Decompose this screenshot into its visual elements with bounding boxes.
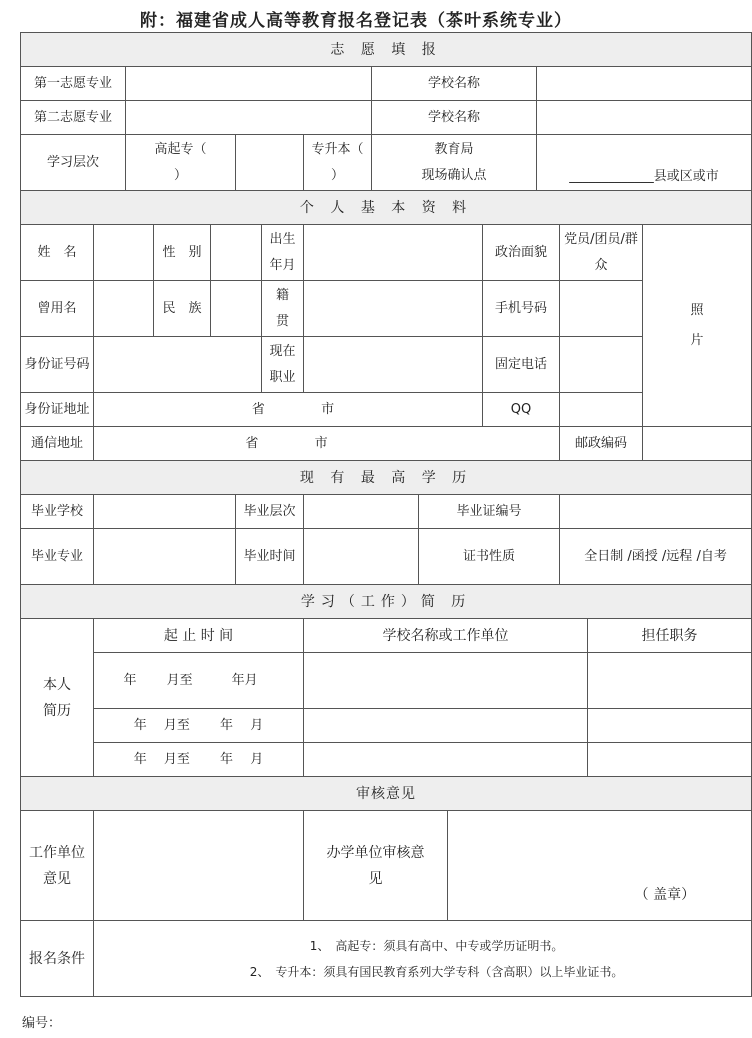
resume-period-1[interactable] — [94, 653, 304, 709]
requirement-1: 1、 高起专：须具有高中、中专或学历证明书。 — [309, 938, 564, 953]
section-volunteer: 志 愿 填 报 — [21, 33, 752, 67]
occupation-field[interactable] — [304, 337, 483, 393]
seal-text: （ 盖章） — [634, 887, 696, 903]
former-name-label: 曾用名 — [21, 281, 94, 337]
landline-field[interactable] — [560, 337, 643, 393]
ethnicity-label: 民 族 — [154, 281, 211, 337]
id-number-label: 身份证号码 — [21, 337, 94, 393]
county-field[interactable]: _____________县或区或市 — [537, 135, 752, 191]
second-major-label: 第二志愿专业 — [21, 101, 126, 135]
period-header: 起 止 时 间 — [94, 619, 304, 653]
first-major-field[interactable] — [126, 67, 372, 101]
former-name-field[interactable] — [94, 281, 154, 337]
study-level-label: 学习层次 — [21, 135, 126, 191]
requirement-2: 2、 专升本：须具有国民教育系列大学专科（含高职）以上毕业证书。 — [249, 964, 624, 979]
occupation-label: 现在职业 — [262, 337, 304, 393]
politics-options: 党员/团员/群众 — [560, 225, 643, 281]
second-major-field[interactable] — [126, 101, 372, 135]
qq-field[interactable] — [560, 393, 643, 427]
birth-label: 出生年月 — [262, 225, 304, 281]
mobile-field[interactable] — [560, 281, 643, 337]
cert-type-label: 证书性质 — [419, 529, 560, 585]
grad-time-label: 毕业时间 — [236, 529, 304, 585]
postcode-label: 邮政编码 — [560, 427, 643, 461]
school-name-field-2[interactable] — [537, 101, 752, 135]
landline-label: 固定电话 — [483, 337, 560, 393]
native-place-text: 籍贯 — [275, 287, 289, 329]
unit-header: 学校名称或工作单位 — [304, 619, 588, 653]
school-name-label-2: 学校名称 — [372, 101, 537, 135]
photo-label: 照片 — [690, 302, 704, 348]
form-title: 附：福建省成人高等教育报名登记表（茶叶系统专业） — [140, 11, 572, 31]
id-address-province: 省 — [251, 401, 265, 417]
requirements-list — [94, 921, 752, 997]
id-address-city: 市 — [321, 401, 335, 417]
cert-no-field[interactable] — [560, 495, 752, 529]
registration-form — [20, 32, 752, 997]
cert-no-label: 毕业证编号 — [419, 495, 560, 529]
zhuanshen-close: ） — [330, 167, 344, 183]
resume-unit-1[interactable] — [304, 653, 588, 709]
school-review-field[interactable] — [448, 811, 752, 921]
section-personal: 个 人 基 本 资 料 — [21, 191, 752, 225]
postcode-field[interactable] — [643, 427, 752, 461]
gender-field[interactable] — [211, 225, 262, 281]
confirm-site-text: 现场确认点 — [421, 167, 487, 183]
gaoqi-option[interactable] — [126, 135, 236, 191]
gender-label: 性 别 — [154, 225, 211, 281]
serial-number-label: 编号： — [22, 1016, 62, 1031]
name-label: 姓 名 — [21, 225, 94, 281]
id-address-label: 身份证地址 — [21, 393, 94, 427]
resume-position-1[interactable] — [588, 653, 752, 709]
id-number-field[interactable] — [94, 337, 262, 393]
work-unit-opinion-field[interactable] — [94, 811, 304, 921]
mail-address-field[interactable] — [94, 427, 560, 461]
grad-major-label: 毕业专业 — [21, 529, 94, 585]
grad-level-label: 毕业层次 — [236, 495, 304, 529]
resume-unit-3[interactable] — [304, 743, 588, 777]
name-field[interactable] — [94, 225, 154, 281]
zhuanshen-option[interactable] — [304, 135, 372, 191]
resume-label-text: 本人简历 — [43, 676, 71, 719]
resume-period-3[interactable]: 年 月至 年 月 — [94, 743, 304, 777]
gaoqi-field[interactable] — [236, 135, 304, 191]
resume-position-2[interactable] — [588, 709, 752, 743]
grad-major-field[interactable] — [94, 529, 236, 585]
school-name-field-1[interactable] — [537, 67, 752, 101]
mail-address-province: 省 — [245, 435, 259, 451]
section-education: 现 有 最 高 学 历 — [21, 461, 752, 495]
id-address-field[interactable] — [94, 393, 483, 427]
mail-address-city: 市 — [314, 435, 328, 451]
grad-school-field[interactable] — [94, 495, 236, 529]
first-major-label: 第一志愿专业 — [21, 67, 126, 101]
resume-unit-2[interactable] — [304, 709, 588, 743]
work-unit-opinion-text: 工作单位意见 — [29, 844, 85, 887]
resume-period-1-text: 年 月至 年月 — [123, 672, 258, 688]
qq-label: QQ — [483, 393, 560, 427]
school-review-label — [304, 811, 448, 921]
section-resume: 学习（工作）简 历 — [21, 585, 752, 619]
resume-label — [21, 619, 94, 777]
school-review-text: 办学单位审核意见 — [326, 844, 425, 887]
grad-level-field[interactable] — [304, 495, 419, 529]
gaoqi-close: ） — [173, 167, 187, 183]
grad-time-field[interactable] — [304, 529, 419, 585]
section-review: 审核意见 — [21, 777, 752, 811]
politics-label: 政治面貌 — [483, 225, 560, 281]
native-place-field[interactable] — [304, 281, 483, 337]
birth-field[interactable] — [304, 225, 483, 281]
zhuanshen-label: 专升本（ — [311, 141, 364, 157]
requirements-label: 报名条件 — [21, 921, 94, 997]
mobile-label: 手机号码 — [483, 281, 560, 337]
work-unit-opinion-label — [21, 811, 94, 921]
bureau-text: 教育局 — [434, 141, 474, 157]
mail-address-label: 通信地址 — [21, 427, 94, 461]
ethnicity-field[interactable] — [211, 281, 262, 337]
confirm-site-label — [372, 135, 537, 191]
cert-type-options: 全日制 /函授 /远程 /自考 — [560, 529, 752, 585]
native-place-label — [262, 281, 304, 337]
position-header: 担任职务 — [588, 619, 752, 653]
resume-period-2[interactable]: 年 月至 年 月 — [94, 709, 304, 743]
photo-box[interactable] — [643, 225, 752, 427]
grad-school-label: 毕业学校 — [21, 495, 94, 529]
resume-position-3[interactable] — [588, 743, 752, 777]
school-name-label-1: 学校名称 — [372, 67, 537, 101]
gaoqi-label: 高起专（ — [154, 141, 207, 157]
